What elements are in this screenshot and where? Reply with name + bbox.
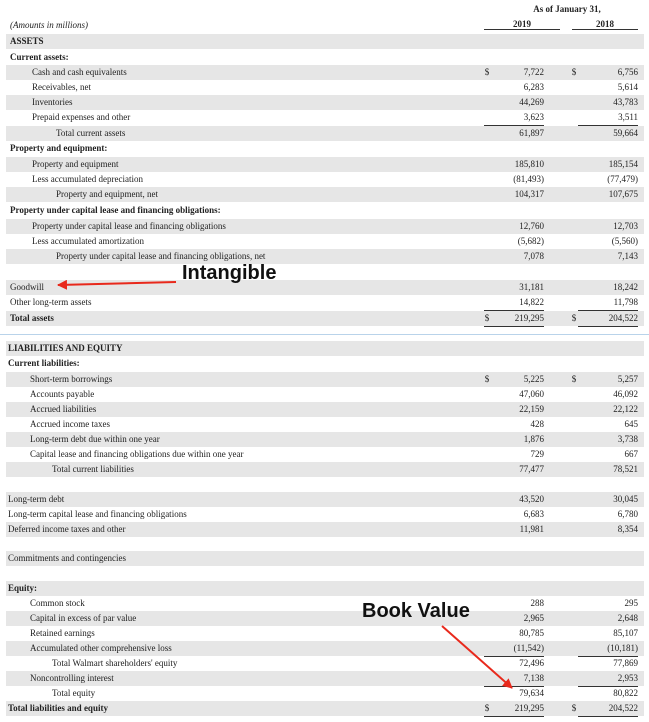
value-2018: 85,107 <box>613 628 638 638</box>
value-2018: 80,822 <box>578 686 638 702</box>
dollar-sign: $ <box>571 67 577 77</box>
equity-heading: Equity: <box>8 583 38 593</box>
row-label: Capital lease and financing obligations due within one year <box>30 449 244 459</box>
row-label: Accrued income taxes <box>30 419 110 429</box>
row-label: Total assets <box>10 313 54 323</box>
intangible-callout: Intangible <box>182 262 277 284</box>
value-2019: 79,634 <box>484 686 544 702</box>
row-label: Other long-term assets <box>10 297 92 307</box>
value-2018: 3,738 <box>617 434 638 444</box>
ppe-heading: Property and equipment: <box>10 143 108 153</box>
value-2019: 428 <box>530 419 544 429</box>
value-2018: 107,675 <box>608 189 638 199</box>
value-2019: 80,785 <box>519 628 544 638</box>
value-2018: 204,522 <box>578 701 638 717</box>
value-2018: 46,092 <box>613 389 638 399</box>
dollar-sign: $ <box>571 374 577 384</box>
value-2018: 645 <box>624 419 638 429</box>
value-2019: 104,317 <box>514 189 544 199</box>
value-2019: 6,683 <box>523 509 544 519</box>
row-label: Long-term capital lease and financing obligations <box>8 509 187 519</box>
value-2019: 22,159 <box>519 404 544 414</box>
value-2018: 667 <box>578 447 638 463</box>
value-2018: 6,780 <box>617 509 638 519</box>
value-2019: 43,520 <box>519 494 544 504</box>
value-2018: (5,560) <box>578 234 638 250</box>
row-label: Less accumulated depreciation <box>32 174 143 184</box>
row-label: Receivables, net <box>32 82 91 92</box>
year-2018-header: 2018 <box>572 19 638 30</box>
value-2019: 11,981 <box>519 524 544 534</box>
value-2019: (5,682) <box>484 234 544 250</box>
row-label: Property and equipment <box>32 159 119 169</box>
row-label: Property under capital lease and financing obligations, net <box>56 251 266 261</box>
row-label: Total liabilities and equity <box>8 703 108 713</box>
intangible-arrow <box>58 282 176 285</box>
value-2019: 6,283 <box>523 82 544 92</box>
value-2018: 2,648 <box>617 613 638 623</box>
row-label: Total current assets <box>56 128 126 138</box>
value-2018: 43,783 <box>613 97 638 107</box>
value-2019: 219,295 <box>484 311 544 327</box>
value-2018: 2,953 <box>578 671 638 687</box>
current-liabilities-heading: Current liabilities: <box>8 358 80 368</box>
row-label: Property and equipment, net <box>56 189 158 199</box>
dollar-sign: $ <box>484 703 490 713</box>
row-label: Commitments and contingencies <box>8 553 126 563</box>
row-label: Retained earnings <box>30 628 95 638</box>
current-assets-heading: Current assets: <box>10 52 69 62</box>
dollar-sign: $ <box>484 67 490 77</box>
value-2018: 204,522 <box>578 311 638 327</box>
value-2019: 288 <box>530 598 544 608</box>
value-2019: 61,897 <box>519 128 544 138</box>
value-2018: 7,143 <box>617 251 638 261</box>
dollar-sign: $ <box>571 703 577 713</box>
value-2018: 11,798 <box>578 295 638 311</box>
value-2018: 5,614 <box>617 82 638 92</box>
value-2018: 59,664 <box>613 128 638 138</box>
row-label: Deferred income taxes and other <box>8 524 126 534</box>
value-2019: 7,138 <box>484 671 544 687</box>
value-2019: 31,181 <box>519 282 544 292</box>
value-2018: 5,257 <box>617 374 638 384</box>
as-of-label: As of January 31, <box>533 4 601 14</box>
row-label: Capital in excess of par value <box>30 613 137 623</box>
value-2019: 729 <box>484 447 544 463</box>
row-label: Long-term debt due within one year <box>30 434 160 444</box>
row-label: Total current liabilities <box>52 464 134 474</box>
row-label: Inventories <box>32 97 73 107</box>
value-2018: 3,511 <box>578 110 638 126</box>
units-note: (Amounts in millions) <box>10 20 88 30</box>
value-2019: 47,060 <box>519 389 544 399</box>
dollar-sign: $ <box>484 313 490 323</box>
value-2018: (10,181) <box>578 641 638 657</box>
dollar-sign: $ <box>571 313 577 323</box>
value-2019: 14,822 <box>484 295 544 311</box>
row-label: Long-term debt <box>8 494 65 504</box>
value-2019: 44,269 <box>519 97 544 107</box>
row-label: Accrued liabilities <box>30 404 97 414</box>
value-2019: 77,477 <box>519 464 544 474</box>
dollar-sign: $ <box>484 374 490 384</box>
value-2019: 185,810 <box>514 159 544 169</box>
row-label: Common stock <box>30 598 85 608</box>
value-2018: 8,354 <box>617 524 638 534</box>
value-2018: 22,122 <box>613 404 638 414</box>
value-2019: 12,760 <box>519 221 544 231</box>
value-2018: 18,242 <box>613 282 638 292</box>
value-2018: 12,703 <box>613 221 638 231</box>
book-value-callout: Book Value <box>362 600 470 622</box>
row-label: Less accumulated amortization <box>32 236 144 246</box>
lease-heading: Property under capital lease and financing obligations: <box>10 205 221 215</box>
value-2018: 295 <box>624 598 638 608</box>
row-label: Noncontrolling interest <box>30 673 114 683</box>
value-2019: 5,225 <box>523 374 544 384</box>
row-label: Goodwill <box>10 282 45 292</box>
year-2019-header: 2019 <box>484 19 560 30</box>
value-2018: 6,756 <box>617 67 638 77</box>
value-2019: 1,876 <box>523 434 544 444</box>
value-2019: 72,496 <box>519 658 544 668</box>
row-label: Cash and cash equivalents <box>32 67 127 77</box>
row-label: Total equity <box>52 688 96 698</box>
row-label: Accumulated other comprehensive loss <box>30 643 172 653</box>
book-value-arrow <box>442 626 512 688</box>
row-label: Property under capital lease and financing obligations <box>32 221 226 231</box>
row-label: Short-term borrowings <box>30 374 113 384</box>
value-2018: 185,154 <box>608 159 638 169</box>
value-2019: 2,965 <box>523 613 544 623</box>
value-2018: (77,479) <box>578 172 638 188</box>
value-2019: 7,078 <box>523 251 544 261</box>
value-2018: 78,521 <box>613 464 638 474</box>
value-2019: (11,542) <box>484 641 544 657</box>
value-2019: 7,722 <box>523 67 544 77</box>
assets-heading: ASSETS <box>10 36 44 46</box>
row-label: Total Walmart shareholders' equity <box>52 658 178 668</box>
liabilities-heading: LIABILITIES AND EQUITY <box>8 343 123 353</box>
row-label: Prepaid expenses and other <box>32 112 131 122</box>
row-label: Accounts payable <box>30 389 95 399</box>
value-2019: 219,295 <box>484 701 544 717</box>
value-2019: 3,623 <box>484 110 544 126</box>
value-2018: 30,045 <box>613 494 638 504</box>
value-2019: (81,493) <box>484 172 544 188</box>
value-2018: 77,869 <box>613 658 638 668</box>
